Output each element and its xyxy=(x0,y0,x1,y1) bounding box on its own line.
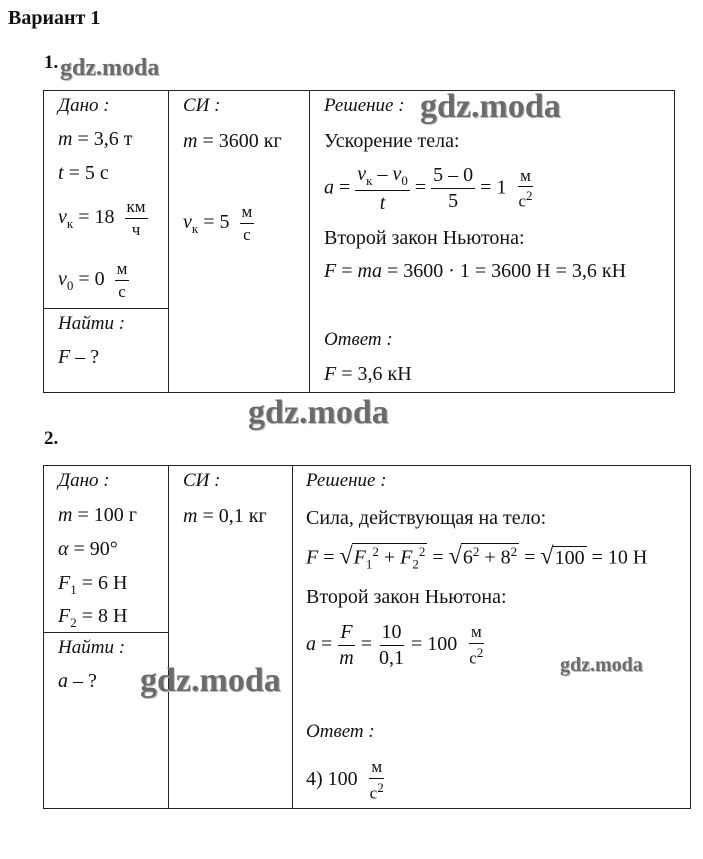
task1-find-header: Найти : xyxy=(58,313,126,334)
task2-answer-header: Ответ : xyxy=(306,721,375,742)
task1-find: F – ? xyxy=(58,346,100,368)
task2-line1: Сила, действующая на тело: xyxy=(306,507,547,529)
task1-given-header: Дано : xyxy=(58,95,110,116)
task2-answer: 4) 100 $\frac{м}{с^2}$ xyxy=(306,757,384,803)
task2-force-eq: $F = √F_1^2 + F_2^2 = √6^2 + 8^2 = √100 = 10$ Н xyxy=(306,543,648,572)
task2-find-header: Найти : xyxy=(58,637,126,658)
task1-line2: Второй закон Ньютона: xyxy=(324,227,525,249)
watermark: gdz.moda xyxy=(420,88,561,125)
task1-line1: Ускорение тела: xyxy=(324,130,460,152)
page-title: Вариант 1 xyxy=(8,7,101,29)
task1-given-v0: $v_0 = 0$ $\frac{м}{с}$ xyxy=(58,259,128,301)
task2-si-mass: m = 0,1 кг xyxy=(183,505,267,527)
task1-answer-header: Ответ : xyxy=(324,329,393,350)
watermark: gdz.moda xyxy=(248,394,389,431)
watermark: gdz.moda xyxy=(140,662,281,699)
task1-accel-formula: a = $\frac{v_к - v_0}{t}$ = $\frac{5 - 0}{5}$ = 1 $\frac{м}{с^2}$ xyxy=(324,163,533,214)
task1-si-mass: m = 3600 кг xyxy=(183,130,282,152)
task1-solution-header: Решение : xyxy=(324,95,405,116)
task2-find: a – ? xyxy=(58,670,97,692)
task2-solution-header: Решение : xyxy=(306,470,387,491)
task1-answer: F = 3,6 кН xyxy=(324,363,412,385)
watermark: gdz.moda xyxy=(560,654,643,676)
task1-si-header: СИ : xyxy=(183,95,221,116)
watermark: gdz.moda xyxy=(60,55,160,81)
task2-accel-formula: a = $\frac{F}{m}$ = $\frac{10}{0,1}$ = 100 $\frac{м}{с^2}$ xyxy=(306,621,484,669)
task1-given-time: t = 5 с xyxy=(58,162,109,184)
task2-line2: Второй закон Ньютона: xyxy=(306,586,507,608)
task2-si-header: СИ : xyxy=(183,470,221,491)
task2-number: 2. xyxy=(44,428,59,449)
task1-given-mass: m = 3,6 т xyxy=(58,128,133,150)
task2-given-f2: $F_2 = 8$ Н xyxy=(58,605,128,630)
task1-number: 1. xyxy=(44,52,59,73)
task1-given-vk: $v_к = 18$ $\frac{км}{ч}$ xyxy=(58,197,146,239)
task1-si-vk: $v_к = 5$ $\frac{м}{с}$ xyxy=(183,202,253,244)
task1-force-eq: F = ma = 3600 · 1 = 3600 Н = 3,6 кН xyxy=(324,260,627,282)
task2-given-header: Дано : xyxy=(58,470,110,491)
task2-given-angle: α = 90° xyxy=(58,538,118,560)
task2-given-mass: m = 100 г xyxy=(58,504,137,526)
task2-given-f1: $F_1 = 6$ Н xyxy=(58,572,128,597)
